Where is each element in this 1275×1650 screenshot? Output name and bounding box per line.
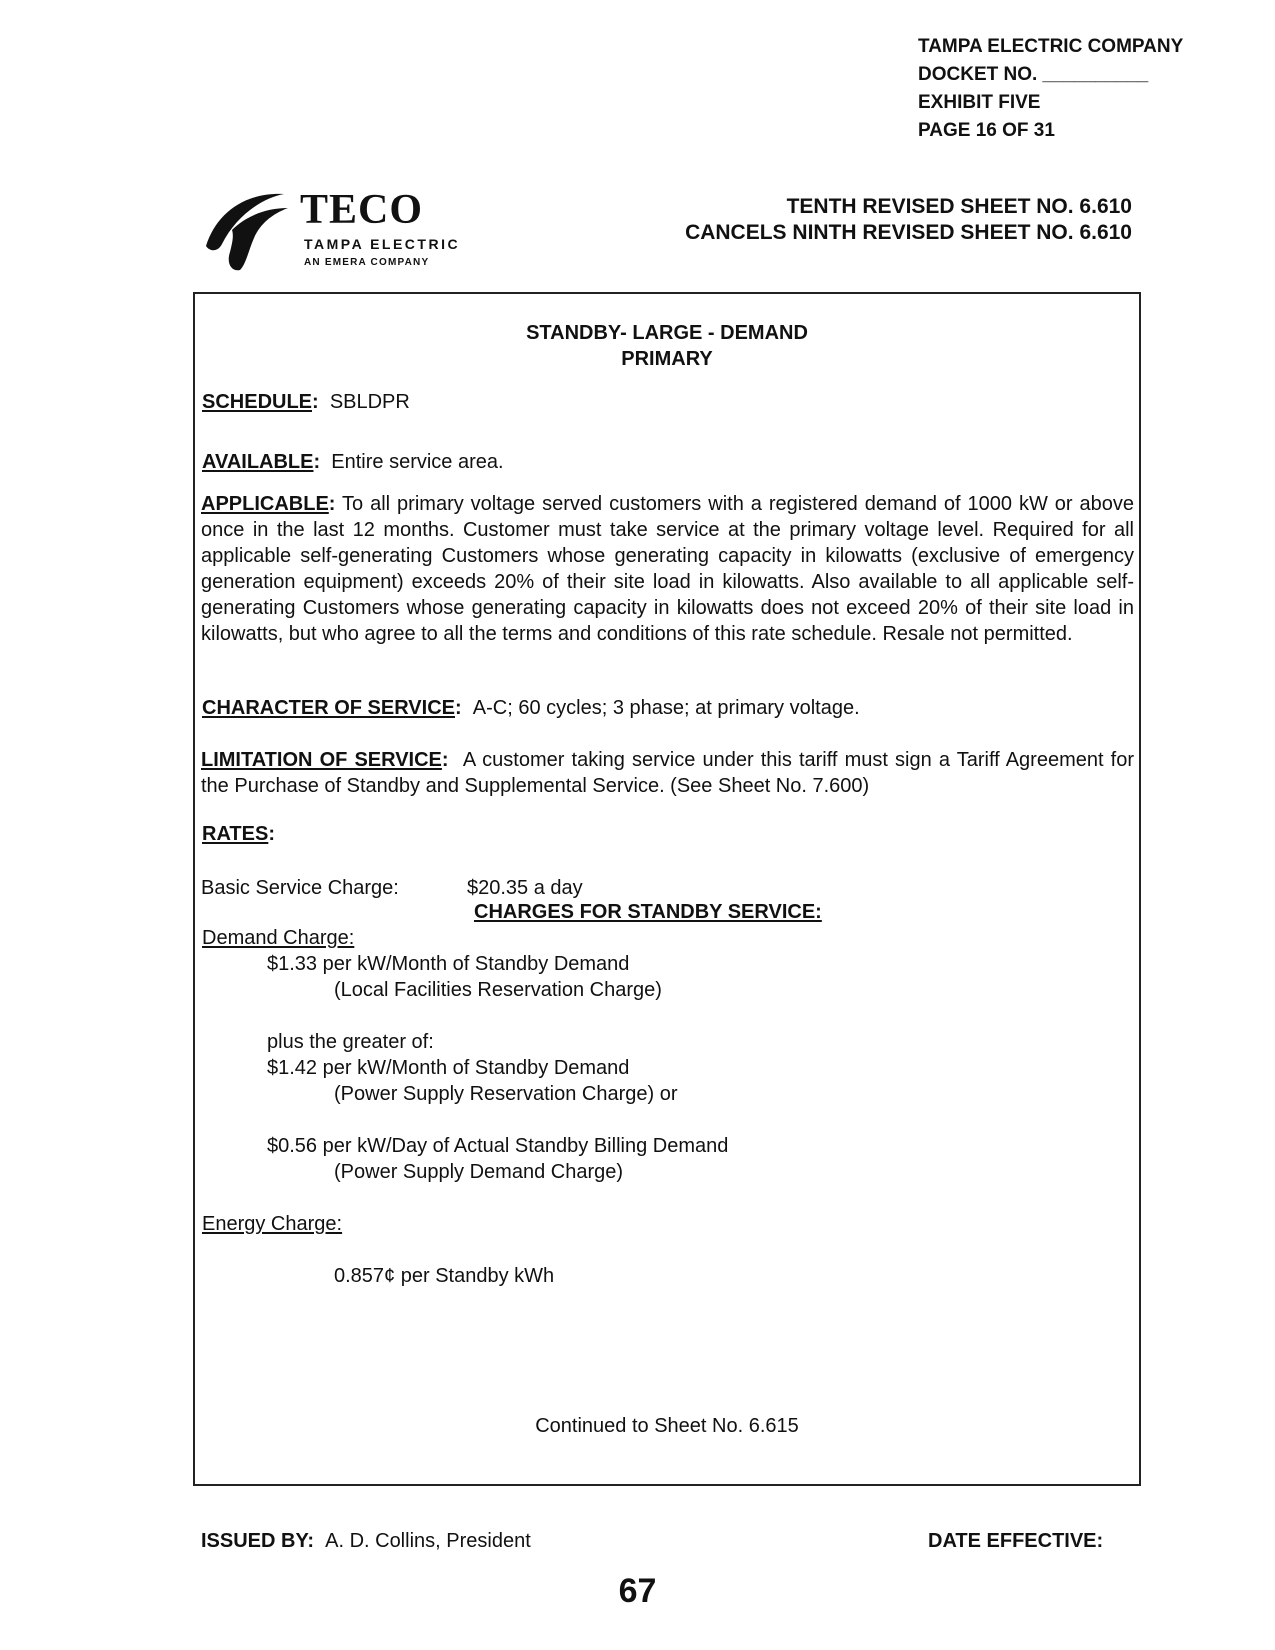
limitation-text: A customer taking service under this tariff must sign a Tariff Agreement for the Purchase of Standby and Supplemental Service. (See Sheet No. 7.600) [201,749,1134,797]
applicable-section: APPLICABLE: To all primary voltage served customers with a registered demand of 1000 kW or above once in the last 12 months. Customer must take service at the primary voltage level. Required for all applicable self-generating Customers whose generating capacity in kilowatts (exclusive of emergency generation equipment) exceeds 20% of their site load in kilowatts. Also available to all applicable self-generating Customers whose generating capacity in kilowatts does not exceed 20% of their site load in kilowatts, but who agree to all the terms and conditions of this rate schedule. Resale not permitted. [201,493,1134,645]
exhibit-label: EXHIBIT FIVE [918,92,1041,113]
date-effective-label: DATE EFFECTIVE: [928,1530,1104,1552]
available-label: AVAILABLE [202,451,314,473]
teco-swoosh-icon [202,186,292,272]
exhibit-header [918,33,1183,145]
standby-charges-heading: CHARGES FOR STANDBY SERVICE: [474,901,822,923]
issued-by [201,1530,531,1553]
page-number: 67 [618,1572,657,1610]
local-facilities-rate: $1.33 per kW/Month of Standby Demand [267,953,630,975]
available-section: AVAILABLE: Entire service area. [202,451,504,473]
title-line-2: PRIMARY [621,348,713,370]
logo-tagline: AN EMERA COMPANY [304,257,430,268]
schedule-section: SCHEDULE: SBLDPR [202,391,410,413]
issued-by-value: A. D. Collins, President [325,1530,531,1552]
docket-number: DOCKET NO. __________ [918,64,1149,85]
local-facilities-label: (Local Facilities Reservation Charge) [334,979,662,1001]
schedule-label: SCHEDULE [202,391,313,413]
revised-sheet-number: TENTH REVISED SHEET NO. 6.610 [786,195,1132,218]
character-value: A-C; 60 cycles; 3 phase; at primary voltage. [472,697,860,719]
available-value: Entire service area. [331,451,504,473]
basic-charge-value: $20.35 a day [467,877,583,899]
limitation-section: LIMITATION OF SERVICE: A customer taking service under this tariff must sign a Tariff Agreement for the Purchase of Standby and Supplemental Service. (See Sheet No. 7.600) [201,749,1134,797]
sheet-info [685,194,1132,246]
power-supply-demand-rate: $0.56 per kW/Day of Actual Standby Billing Demand [267,1135,729,1157]
character-label: CHARACTER OF SERVICE [202,697,455,719]
title-line-1: STANDBY- LARGE - DEMAND [526,322,808,344]
limitation-label: LIMITATION OF SERVICE [201,749,442,771]
company-name: TAMPA ELECTRIC COMPANY [918,36,1184,57]
applicable-label: APPLICABLE [201,493,329,515]
continued-note: Continued to Sheet No. 6.615 [535,1415,799,1437]
page-indicator: PAGE 16 OF 31 [918,120,1055,141]
plus-greater-of: plus the greater of: [267,1031,434,1053]
character-section: CHARACTER OF SERVICE: A-C; 60 cycles; 3 phase; at primary voltage. [202,697,860,719]
cancels-sheet-number: CANCELS NINTH REVISED SHEET NO. 6.610 [685,221,1132,244]
energy-charge-rate: 0.857¢ per Standby kWh [334,1265,555,1287]
basic-charge-label: Basic Service Charge: [201,877,399,899]
energy-charge-heading: Energy Charge: [202,1213,343,1235]
issued-by-label: ISSUED BY: [201,1530,314,1552]
rates-heading: RATES: [202,823,275,845]
logo-subtitle: TAMPA ELECTRIC [304,236,461,252]
demand-charge-heading: Demand Charge: [202,927,355,949]
document-title [193,320,1141,372]
teco-logo [202,186,502,272]
logo-wordmark: TECO [300,187,424,233]
applicable-text: To all primary voltage served customers with a registered demand of 1000 kW or above once in the last 12 months. Customer must take service at the primary voltage level. Required for all applicable self-generating Customers whose generating capacity in kilowatts (exclusive of emergency generation equipment) exceeds 20% of their site load in kilowatts. Also available to all applicable self-generating Customers whose generating capacity in kilowatts does not exceed 20% of their site load in kilowatts, but who agree to all the terms and conditions of this rate schedule. Resale not permitted. [201,493,1134,645]
power-supply-reservation-label: (Power Supply Reservation Charge) or [334,1083,678,1105]
power-supply-demand-label: (Power Supply Demand Charge) [334,1161,624,1183]
schedule-value: SBLDPR [329,391,410,413]
power-supply-reservation-rate: $1.42 per kW/Month of Standby Demand [267,1057,630,1079]
